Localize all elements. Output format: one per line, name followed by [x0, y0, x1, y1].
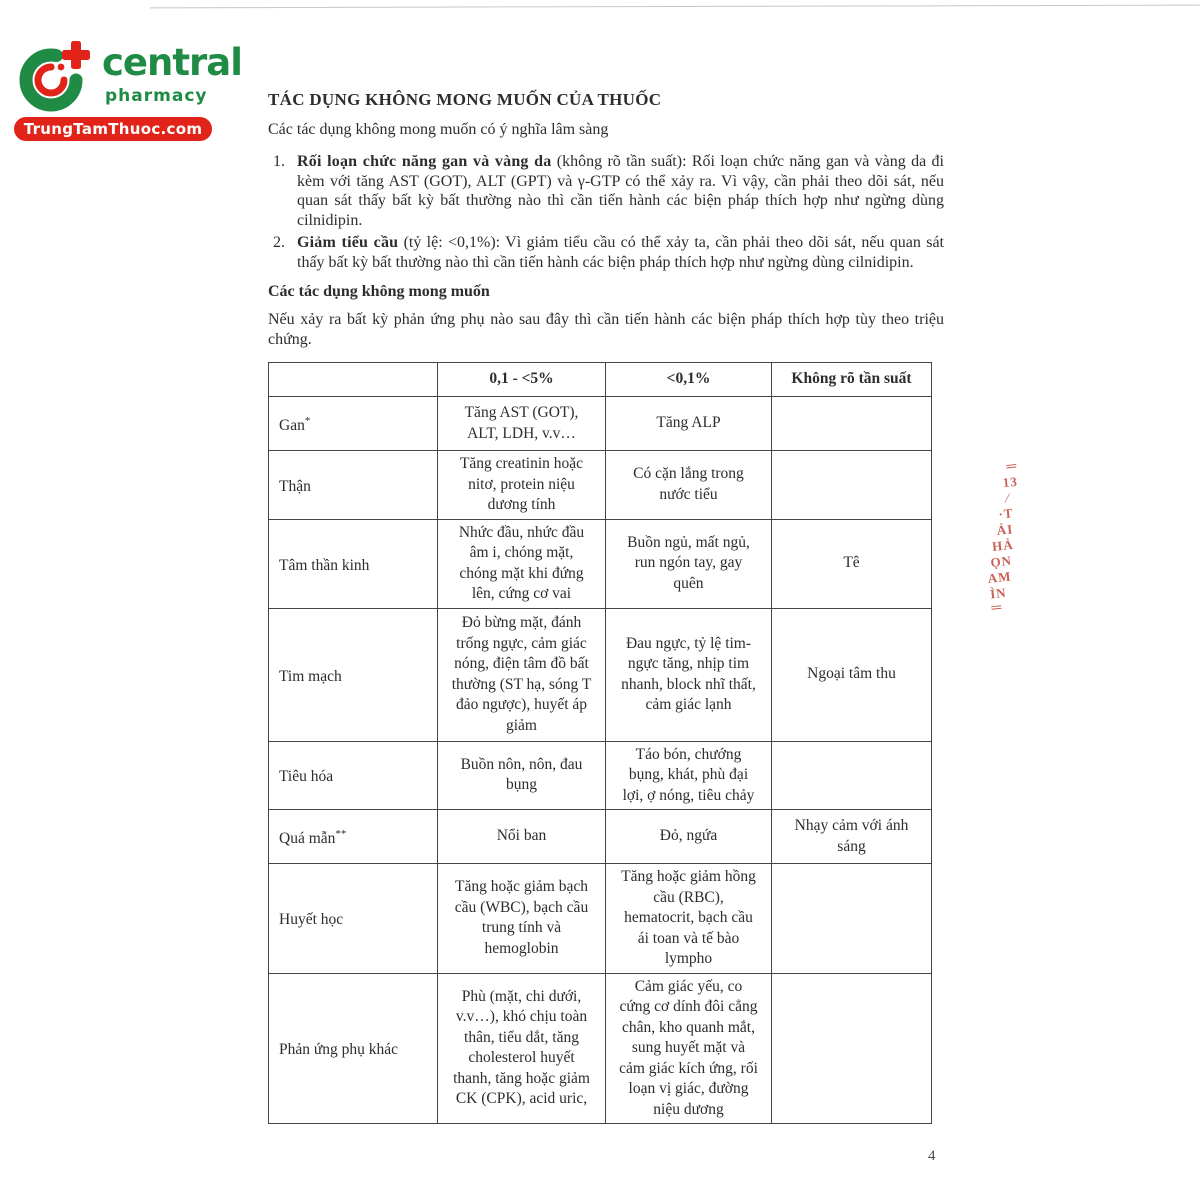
red-stamp-fragment — [976, 458, 1032, 617]
cell-freq2: Có cặn lắng trong nước tiểu — [606, 451, 772, 520]
stamp-mark: ═ — [1005, 458, 1018, 475]
row-label: Tiêu hóa — [269, 741, 438, 810]
cell-freq3 — [772, 451, 932, 520]
table-row — [269, 519, 932, 608]
cell-freq2: Táo bón, chướng bụng, khát, phù đại lợi, ợ nóng, tiêu chảy — [606, 741, 772, 810]
scan-artifact-line — [150, 5, 1200, 9]
list-item — [268, 152, 944, 230]
list-item-lead: Rối loạn chức năng gan và vàng da — [297, 153, 552, 170]
row-label: Huyết học — [269, 864, 438, 974]
cell-freq3 — [772, 741, 932, 810]
table-row — [269, 608, 932, 741]
header-col-1: 0,1 - <5% — [438, 363, 606, 397]
stamp-mark: HẢ — [991, 536, 1015, 555]
cell-freq2: Tăng ALP — [606, 397, 772, 451]
adverse-reactions-table — [268, 362, 932, 1124]
stamp-mark: ÌN — [989, 584, 1008, 602]
cell-freq1: Đỏ bừng mặt, đánh trống ngực, cảm giác nóng, điện tâm đồ bất thường (ST hạ, sóng T đảo ngược), huyết áp giảm — [438, 608, 606, 741]
table-row — [269, 741, 932, 810]
cell-freq1: Tăng creatinin hoặc nitơ, protein niệu dương tính — [438, 451, 606, 520]
cell-freq1: Nổi ban — [438, 810, 606, 864]
cell-freq3: Ngoại tâm thu — [772, 608, 932, 741]
cell-freq1: Nhức đầu, nhức đầu âm i, chóng mặt, chóng mặt khi đứng lên, cứng cơ vai — [438, 519, 606, 608]
page-subtitle: Các tác dụng không mong muốn có ý nghĩa lâm sàng — [268, 121, 609, 138]
header-empty — [269, 363, 438, 397]
row-label: Gan* — [269, 397, 438, 451]
list-item-text — [297, 152, 944, 230]
cell-freq2: Buồn ngủ, mất ngủ, run ngón tay, gay quên — [606, 519, 772, 608]
row-label: Quá mẫn** — [269, 810, 438, 864]
logo-tagline: pharmacy — [105, 86, 208, 106]
list-item — [268, 233, 944, 272]
cell-freq1: Phù (mặt, chi dưới, v.v…), khó chịu toàn thân, tiểu dắt, tăng cholesterol huyết thanh, tăng hoặc giảm CK (CPK), acid uric, — [438, 973, 606, 1124]
document-body — [268, 90, 944, 1124]
numbered-list — [268, 152, 944, 272]
cell-freq2: Tăng hoặc giảm hồng cầu (RBC), hematocrit, bạch cầu ái toan và tế bào lympho — [606, 864, 772, 974]
table-row — [269, 864, 932, 974]
logo-brand-name: central — [102, 41, 242, 84]
pharmacy-logo — [14, 38, 254, 148]
list-item-number: 2. — [273, 234, 285, 251]
cell-freq1: Tăng AST (GOT), ALT, LDH, v.v… — [438, 397, 606, 451]
cell-freq3: Tê — [772, 519, 932, 608]
cell-freq2: Đỏ, ngứa — [606, 810, 772, 864]
cell-freq3 — [772, 864, 932, 974]
table-row — [269, 810, 932, 864]
stamp-mark: ·T — [998, 505, 1015, 522]
row-label: Phản ứng phụ khác — [269, 973, 438, 1124]
header-col-3: Không rõ tần suất — [772, 363, 932, 397]
row-label: Tim mạch — [269, 608, 438, 741]
page-number: 4 — [928, 1148, 936, 1164]
logo-website-badge: TrungTamThuoc.com — [14, 117, 212, 141]
cell-freq2: Cảm giác yếu, co cứng cơ dính đôi cẳng chân, kho quanh mắt, sung huyết mặt và cảm giác kích ứng, rối loạn vị giác, đường niệu dương — [606, 973, 772, 1124]
header-col-2: <0,1% — [606, 363, 772, 397]
cell-freq2: Đau ngực, tỷ lệ tim-ngực tăng, nhịp tim nhanh, block nhĩ thất, cảm giác lạnh — [606, 608, 772, 741]
cell-freq1: Buồn nôn, nôn, đau bụng — [438, 741, 606, 810]
cell-freq1: Tăng hoặc giảm bạch cầu (WBC), bạch cầu trung tính và hemoglobin — [438, 864, 606, 974]
section-intro: Nếu xảy ra bất kỳ phản ứng phụ nào sau đây thì cần tiến hành các biện pháp thích hợp tùy theo triệu chứng. — [268, 311, 944, 348]
list-item-body: (tỷ lệ: <0,1%): Vì giảm tiểu cầu có thể xảy ta, cần phải theo dõi sát, nếu quan sát thấy bất kỳ bất thường nào thì cần tiến hành các biện pháp thích hợp như ngừng dùng cilnidipin. — [297, 234, 945, 271]
section-heading: Các tác dụng không mong muốn — [268, 283, 490, 300]
list-item-body: (không rõ tần suất): Rối loạn chức năng gan và vàng da đi kèm với tăng AST (GOT), ALT (GPT) và γ-GTP có thể xảy ra. Vì vậy, cần phải theo dõi sát, nếu quan sát thấy bất kỳ bất thường nào thì cần tiến hành các biện pháp thích hợp như ngừng dùng cilnidipin. — [297, 153, 944, 229]
table-row — [269, 397, 932, 451]
cell-freq3 — [772, 973, 932, 1124]
stamp-mark: AM — [987, 568, 1013, 586]
row-label: Thận — [269, 451, 438, 520]
stamp-mark: ∕ — [1005, 490, 1011, 506]
list-item-text — [297, 233, 944, 272]
stamp-mark: 13 — [1001, 473, 1019, 491]
list-item-number: 1. — [273, 153, 285, 170]
list-item-lead: Giảm tiểu cầu — [297, 234, 399, 251]
table-row — [269, 451, 932, 520]
stamp-mark: ỌN — [989, 552, 1013, 570]
page-title: TÁC DỤNG KHÔNG MONG MUỐN CỦA THUỐC — [268, 90, 662, 109]
stamp-mark: ẢI — [995, 521, 1014, 538]
cell-freq3 — [772, 397, 932, 451]
stamp-mark: ═ — [990, 600, 1003, 617]
central-pharmacy-logo-icon — [18, 40, 92, 114]
table-row — [269, 973, 932, 1124]
row-label: Tâm thần kinh — [269, 519, 438, 608]
cell-freq3: Nhạy cảm với ánh sáng — [772, 810, 932, 864]
table-header-row — [269, 363, 932, 397]
